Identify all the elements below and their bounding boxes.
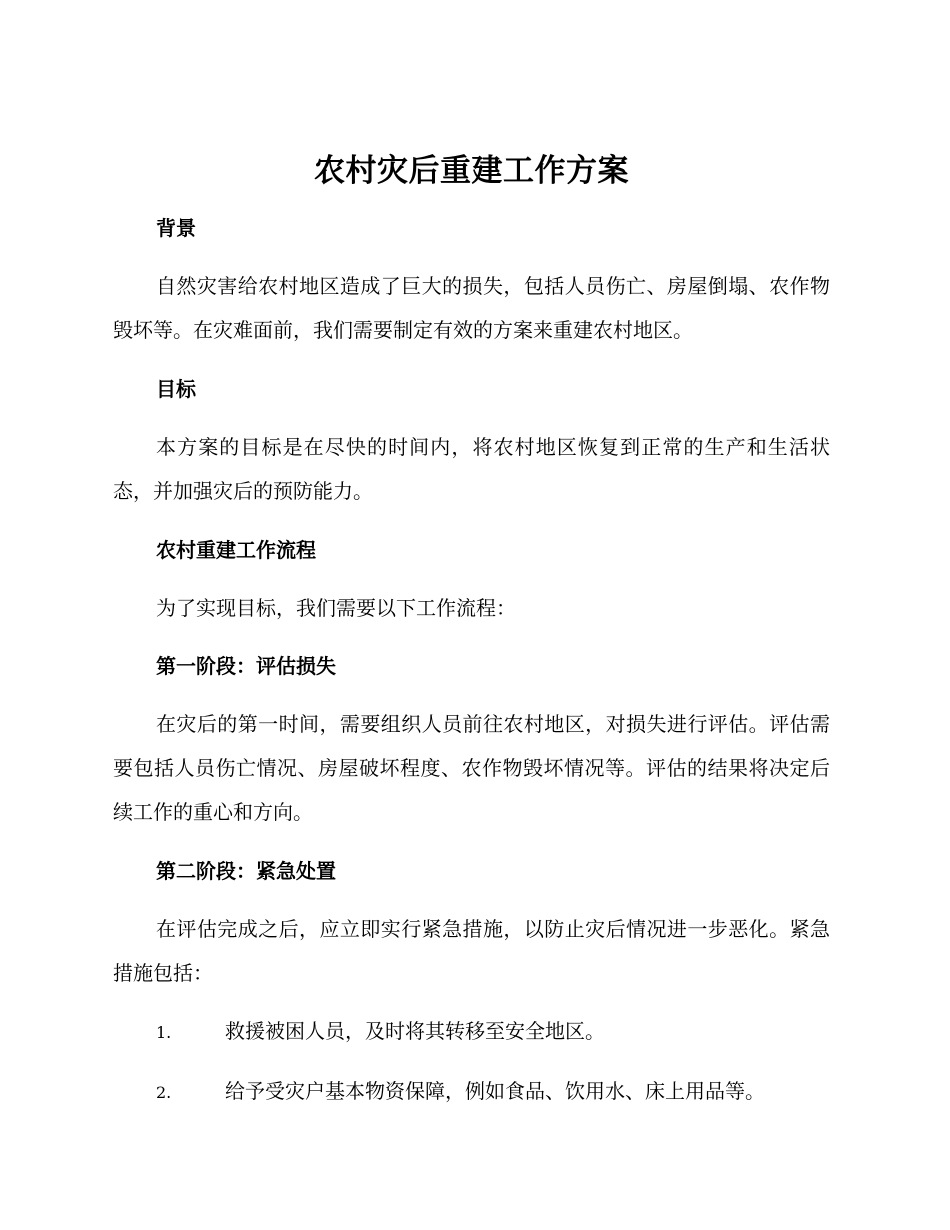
list-item-number: 1. [156,1023,172,1042]
list-item [113,1069,830,1115]
emergency-measures-list [113,1009,830,1115]
section-heading: 农村重建工作流程 [156,538,316,562]
list-item-text: 给予受灾户基本物资保障，例如食品、饮用水、床上用品等。 [225,1079,765,1103]
section-goal [113,367,830,513]
list-item [113,1009,830,1055]
section-process [113,528,830,630]
section-paragraph: 在灾后的第一时间，需要组织人员前往农村地区，对损失进行评估。评估需要包括人员伤亡情况、房屋破坏程度、农作物毁坏情况等。评估的结果将决定后续工作的重心和方向。 [113,712,830,824]
section-paragraph: 自然灾害给农村地区造成了巨大的损失，包括人员伤亡、房屋倒塌、农作物毁坏等。在灾难面前，我们需要制定有效的方案来重建农村地区。 [113,274,830,342]
section-heading: 目标 [156,377,196,401]
section-background [113,206,830,352]
section-paragraph: 为了实现目标，我们需要以下工作流程： [156,596,516,620]
section-heading: 背景 [156,216,196,240]
section-heading: 第一阶段：评估损失 [156,654,336,678]
section-heading: 第二阶段：紧急处置 [156,859,336,883]
list-item-text: 救援被困人员，及时将其转移至安全地区。 [225,1019,605,1043]
document-title: 农村灾后重建工作方案 [314,153,629,189]
section-paragraph: 在评估完成之后，应立即实行紧急措施，以防止灾后情况进一步恶化。紧急措施包括： [113,917,830,985]
section-stage-2 [113,849,830,1115]
list-item-number: 2. [156,1083,172,1102]
section-paragraph: 本方案的目标是在尽快的时间内，将农村地区恢复到正常的生产和生活状态，并加强灾后的预防能力。 [113,435,830,503]
section-stage-1 [113,644,830,834]
